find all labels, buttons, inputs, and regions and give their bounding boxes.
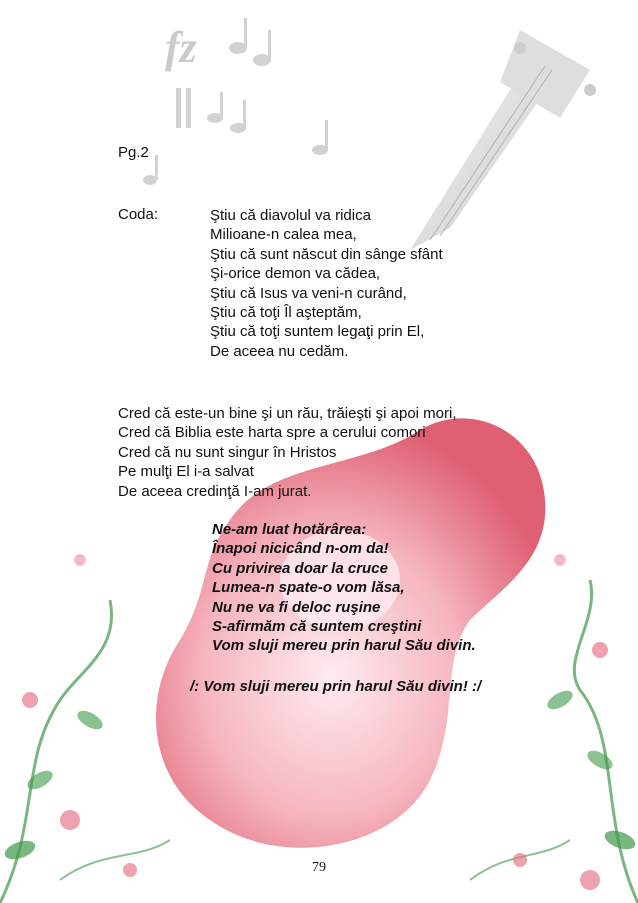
lyric-line: De aceea nu cedăm. [210, 342, 349, 360]
lyric-line: De aceea credinţă I-am jurat. [118, 482, 312, 500]
lyric-line: Lumea-n spate-o vom lăsa, [212, 579, 405, 597]
lyric-line: S-afirmăm că suntem creştini [212, 618, 422, 636]
lyric-line: Ne-am luat hotărârea: [212, 521, 367, 538]
chorus-lyrics [212, 520, 476, 656]
lyric-line: Ştiu că diavolul va ridica [210, 207, 371, 224]
verse-lyrics [118, 404, 457, 501]
lyric-line: Nu ne va fi deloc ruşine [212, 598, 381, 616]
lyric-line: Cu privirea doar la cruce [212, 559, 388, 577]
lyric-line: Vom sluji mereu prin harul Său divin. [212, 637, 476, 655]
lyric-line: Ştiu că sunt născut din sânge sfânt [210, 245, 443, 263]
svg-text:fz: fz [165, 23, 197, 72]
lyric-line: Ştiu că toţi Îl aşteptăm, [210, 304, 362, 322]
lyric-line: Ştiu că toţi suntem legaţi prin El, [210, 323, 425, 341]
lyric-line: Înapoi nicicând n-om da! [212, 540, 389, 558]
lyric-line: Cred că Biblia este harta spre a cerului comori [118, 424, 426, 442]
lyric-line: Pe mulţi El i-a salvat [118, 463, 254, 481]
section-label: Pg.2 [118, 144, 149, 161]
repeat-line: /: Vom sluji mereu prin harul Său divin! :/ [190, 678, 482, 695]
lyric-line: Cred că nu sunt singur în Hristos [118, 443, 337, 461]
lyric-line: Ştiu că Isus va veni-n curând, [210, 284, 407, 302]
lyric-line: Milioane-n calea mea, [210, 226, 357, 244]
lyric-line: Cred că este-un bine şi un rău, trăieşti şi apoi mori, [118, 405, 457, 422]
page-number: 79 [312, 860, 326, 875]
lyric-line: Şi-orice demon va cădea, [210, 265, 381, 283]
coda-lyrics [210, 206, 443, 361]
coda-label: Coda: [118, 206, 159, 223]
